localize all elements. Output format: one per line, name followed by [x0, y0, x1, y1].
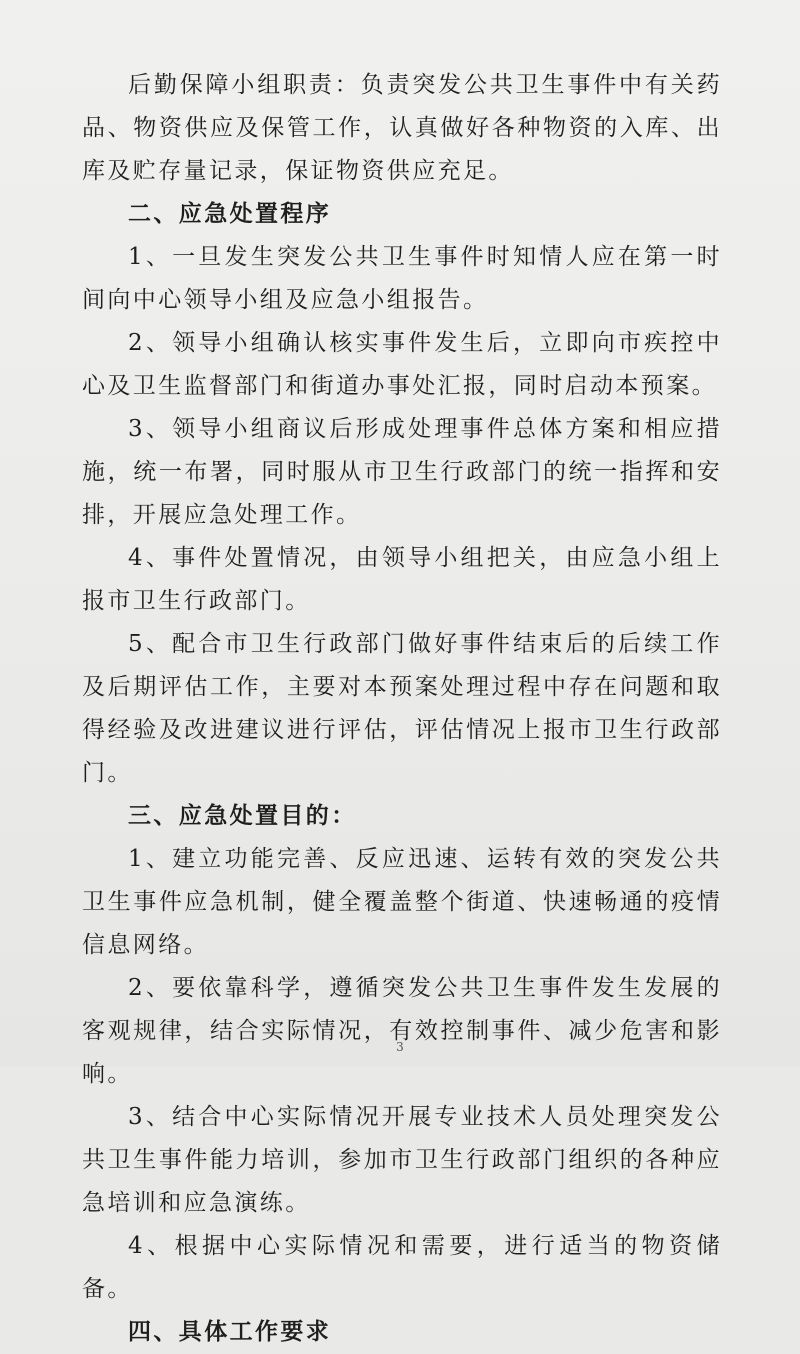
- paragraph-purpose-2: 2、要依靠科学，遵循突发公共卫生事件发生发展的客观规律，结合实际情况，有效控制事件、减少危害和影响。: [82, 975, 722, 1087]
- paragraph-procedure-5: 5、配合市卫生行政部门做好事件结束后的后续工作及后期评估工作，主要对本预案处理过程中存在问题和取得经验及改进建议进行评估，评估情况上报市卫生行政部门。: [82, 631, 722, 786]
- paragraph-purpose-3: 3、结合中心实际情况开展专业技术人员处理突发公共卫生事件能力培训，参加市卫生行政部门组织的各种应急培训和应急演练。: [82, 1104, 722, 1216]
- paragraph-procedure-4: 4、事件处置情况，由领导小组把关，由应急小组上报市卫生行政部门。: [82, 545, 722, 614]
- paragraph-procedure-1: 1、一旦发生突发公共卫生事件时知情人应在第一时间向中心领导小组及应急小组报告。: [82, 244, 722, 313]
- section-heading-4: 四、具体工作要求: [128, 1319, 332, 1345]
- section-heading-2: 二、应急处置程序: [128, 201, 332, 227]
- paragraph-purpose-1: 1、建立功能完善、反应迅速、运转有效的突发公共卫生事件应急机制，健全覆盖整个街道、快速畅通的疫情信息网络。: [82, 846, 722, 958]
- page-number: 3: [396, 1040, 404, 1054]
- paragraph-procedure-2: 2、领导小组确认核实事件发生后，立即向市疾控中心及卫生监督部门和街道办事处汇报，同时启动本预案。: [82, 330, 722, 399]
- paragraph-logistics-duty: 后勤保障小组职责：负责突发公共卫生事件中有关药品、物资供应及保管工作，认真做好各种物资的入库、出库及贮存量记录，保证物资供应充足。: [82, 72, 722, 184]
- section-heading-3: 三、应急处置目的：: [128, 803, 357, 829]
- document-body: [82, 64, 722, 1354]
- paragraph-purpose-4: 4、根据中心实际情况和需要，进行适当的物资储备。: [82, 1233, 722, 1302]
- paragraph-procedure-3: 3、领导小组商议后形成处理事件总体方案和相应措施，统一布署，同时服从市卫生行政部门的统一指挥和安排，开展应急处理工作。: [82, 416, 722, 528]
